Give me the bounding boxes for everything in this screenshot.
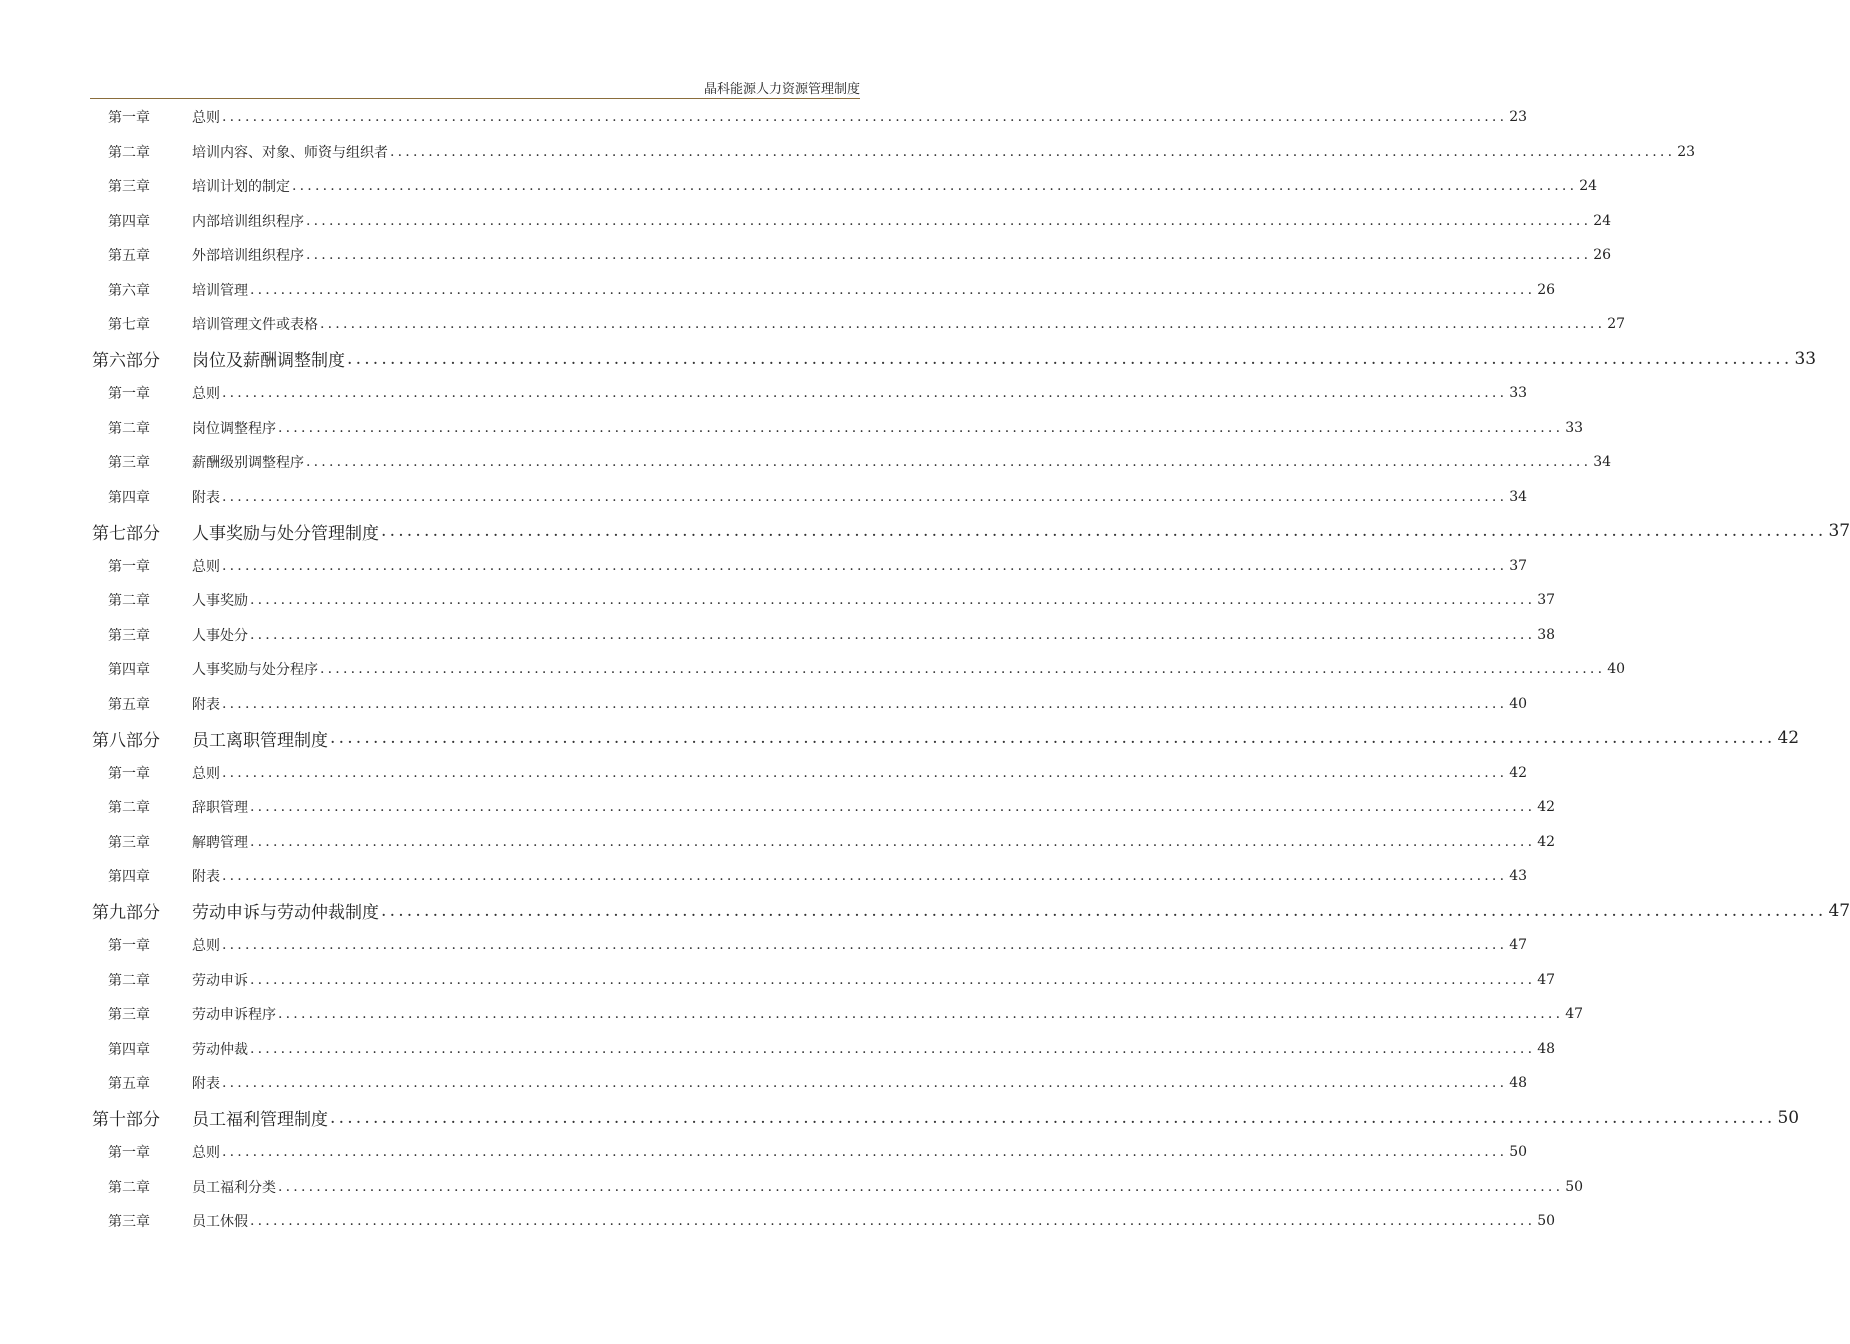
toc-entry-title: 员工福利分类 bbox=[192, 1179, 276, 1196]
toc-chapter-entry[interactable] bbox=[0, 1170, 1584, 1205]
toc-chapter-entry[interactable] bbox=[0, 204, 1612, 239]
toc-entry-title: 附表 bbox=[192, 489, 220, 506]
toc-entry-page-number: 42 bbox=[1509, 764, 1528, 781]
toc-entry-label: 第三章 bbox=[108, 455, 150, 472]
toc-entry-page-number: 24 bbox=[1579, 178, 1598, 195]
toc-entry-title: 劳动申诉程序 bbox=[192, 1007, 276, 1024]
toc-entry-label: 第二章 bbox=[108, 1179, 150, 1196]
toc-dot-leader: ........................................................................................................................................................................ bbox=[330, 728, 1776, 749]
toc-chapter-entry[interactable] bbox=[0, 169, 1598, 204]
toc-entry-label: 第二章 bbox=[108, 972, 150, 989]
toc-chapter-entry[interactable] bbox=[0, 963, 1556, 998]
toc-dot-leader: ........................................................................................................................................................................ bbox=[250, 1213, 1536, 1230]
toc-entry-label: 第七部分 bbox=[92, 523, 160, 544]
toc-entry-page-number: 47 bbox=[1509, 937, 1528, 954]
toc-dot-leader: ........................................................................................................................................................................ bbox=[320, 661, 1606, 678]
toc-entry-page-number: 40 bbox=[1607, 661, 1626, 678]
toc-entry-title: 解聘管理 bbox=[192, 834, 248, 851]
toc-entry-label: 第三章 bbox=[108, 834, 150, 851]
toc-entry-page-number: 37 bbox=[1537, 592, 1556, 609]
toc-entry-page-number: 40 bbox=[1509, 695, 1528, 712]
toc-entry-label: 第三章 bbox=[108, 1214, 150, 1231]
toc-chapter-entry[interactable] bbox=[0, 687, 1528, 722]
toc-part-entry[interactable] bbox=[0, 894, 1850, 929]
toc-dot-leader: ........................................................................................................................................................................ bbox=[222, 1075, 1508, 1092]
toc-chapter-entry[interactable] bbox=[0, 549, 1528, 584]
toc-dot-leader: ........................................................................................................................................................................ bbox=[250, 281, 1536, 298]
toc-dot-leader: ........................................................................................................................................................................ bbox=[306, 454, 1592, 471]
toc-dot-leader: ........................................................................................................................................................................ bbox=[222, 695, 1508, 712]
toc-dot-leader: ........................................................................................................................................................................ bbox=[278, 1006, 1564, 1023]
toc-entry-page-number: 47 bbox=[1828, 900, 1850, 921]
toc-entry-page-number: 34 bbox=[1509, 488, 1528, 505]
toc-dot-leader: ........................................................................................................................................................................ bbox=[278, 1178, 1564, 1195]
toc-entry-label: 第三章 bbox=[108, 1007, 150, 1024]
toc-entry-page-number: 48 bbox=[1509, 1075, 1528, 1092]
toc-entry-label: 第四章 bbox=[108, 1041, 150, 1058]
toc-chapter-entry[interactable] bbox=[0, 1204, 1556, 1239]
toc-entry-page-number: 24 bbox=[1593, 212, 1612, 229]
toc-entry-label: 第五章 bbox=[108, 696, 150, 713]
toc-chapter-entry[interactable] bbox=[0, 445, 1612, 480]
toc-chapter-entry[interactable] bbox=[0, 997, 1584, 1032]
toc-entry-title: 辞职管理 bbox=[192, 800, 248, 817]
toc-entry-title: 劳动申诉与劳动仲裁制度 bbox=[192, 903, 379, 924]
toc-entry-page-number: 23 bbox=[1509, 109, 1528, 126]
toc-chapter-entry[interactable] bbox=[0, 273, 1556, 308]
toc-part-entry[interactable] bbox=[0, 342, 1817, 377]
toc-entry-title: 总则 bbox=[192, 938, 220, 955]
toc-entry-page-number: 42 bbox=[1537, 833, 1556, 850]
toc-entry-page-number: 27 bbox=[1607, 316, 1626, 333]
toc-entry-label: 第四章 bbox=[108, 869, 150, 886]
toc-entry-label: 第一章 bbox=[108, 386, 150, 403]
toc-dot-leader: ........................................................................................................................................................................ bbox=[381, 521, 1827, 542]
toc-entry-page-number: 38 bbox=[1537, 626, 1556, 643]
toc-chapter-entry[interactable] bbox=[0, 1066, 1528, 1101]
toc-part-entry[interactable] bbox=[0, 514, 1850, 549]
toc-entry-label: 第四章 bbox=[108, 662, 150, 679]
header-title: 晶科能源人力资源管理制度 bbox=[703, 82, 860, 97]
toc-entry-page-number: 23 bbox=[1677, 143, 1696, 160]
toc-entry-label: 第五章 bbox=[108, 1076, 150, 1093]
toc-part-entry[interactable] bbox=[0, 1101, 1800, 1136]
toc-chapter-entry[interactable] bbox=[0, 135, 1696, 170]
toc-entry-label: 第一章 bbox=[108, 938, 150, 955]
toc-entry-title: 附表 bbox=[192, 696, 220, 713]
toc-chapter-entry[interactable] bbox=[0, 583, 1556, 618]
toc-entry-title: 附表 bbox=[192, 1076, 220, 1093]
toc-entry-title: 劳动申诉 bbox=[192, 972, 248, 989]
toc-entry-page-number: 50 bbox=[1777, 1107, 1800, 1128]
toc-chapter-entry[interactable] bbox=[0, 238, 1612, 273]
toc-part-entry[interactable] bbox=[0, 721, 1800, 756]
toc-entry-page-number: 37 bbox=[1509, 557, 1528, 574]
toc-dot-leader: ........................................................................................................................................................................ bbox=[222, 764, 1508, 781]
toc-entry-label: 第四章 bbox=[108, 489, 150, 506]
toc-entry-title: 培训管理文件或表格 bbox=[192, 317, 318, 334]
toc-dot-leader: ........................................................................................................................................................................ bbox=[320, 316, 1606, 333]
toc-dot-leader: ........................................................................................................................................................................ bbox=[250, 592, 1536, 609]
toc-dot-leader: ........................................................................................................................................................................ bbox=[222, 109, 1508, 126]
toc-entry-title: 人事奖励与处分管理制度 bbox=[192, 523, 379, 544]
page-header bbox=[90, 72, 860, 99]
toc-chapter-entry[interactable] bbox=[0, 618, 1556, 653]
toc-entry-title: 附表 bbox=[192, 869, 220, 886]
toc-entry-title: 员工福利管理制度 bbox=[192, 1110, 328, 1131]
toc-entry-label: 第一章 bbox=[108, 765, 150, 782]
toc-entry-page-number: 37 bbox=[1828, 521, 1850, 542]
toc-chapter-entry[interactable] bbox=[0, 480, 1528, 515]
toc-entry-label: 第九部分 bbox=[92, 903, 160, 924]
toc-entry-label: 第三章 bbox=[108, 179, 150, 196]
toc-entry-label: 第八部分 bbox=[92, 730, 160, 751]
toc-entry-title: 总则 bbox=[192, 558, 220, 575]
toc-entry-title: 总则 bbox=[192, 765, 220, 782]
toc-dot-leader: ........................................................................................................................................................................ bbox=[222, 488, 1508, 505]
toc-entry-title: 培训计划的制定 bbox=[192, 179, 290, 196]
toc-entry-label: 第二章 bbox=[108, 800, 150, 817]
toc-entry-title: 总则 bbox=[192, 1145, 220, 1162]
toc-chapter-entry[interactable] bbox=[0, 825, 1556, 860]
toc-entry-page-number: 33 bbox=[1794, 348, 1817, 369]
toc-dot-leader: ........................................................................................................................................................................ bbox=[222, 557, 1508, 574]
toc-dot-leader: ........................................................................................................................................................................ bbox=[250, 833, 1536, 850]
toc-chapter-entry[interactable] bbox=[0, 928, 1528, 963]
toc-entry-title: 薪酬级别调整程序 bbox=[192, 455, 304, 472]
toc-entry-label: 第一章 bbox=[108, 1145, 150, 1162]
toc-entry-label: 第五章 bbox=[108, 248, 150, 265]
toc-entry-title: 外部培训组织程序 bbox=[192, 248, 304, 265]
toc-entry-label: 第七章 bbox=[108, 317, 150, 334]
toc-entry-page-number: 43 bbox=[1509, 868, 1528, 885]
toc-entry-title: 劳动仲裁 bbox=[192, 1041, 248, 1058]
toc-entry-title: 人事奖励 bbox=[192, 593, 248, 610]
toc-entry-page-number: 50 bbox=[1537, 1213, 1556, 1230]
toc-dot-leader: ........................................................................................................................................................................ bbox=[250, 799, 1536, 816]
toc-dot-leader: ........................................................................................................................................................................ bbox=[250, 1040, 1536, 1057]
toc-dot-leader: ........................................................................................................................................................................ bbox=[222, 937, 1508, 954]
toc-entry-label: 第二章 bbox=[108, 420, 150, 437]
toc-entry-title: 人事奖励与处分程序 bbox=[192, 662, 318, 679]
toc-entry-page-number: 47 bbox=[1537, 971, 1556, 988]
toc-entry-label: 第三章 bbox=[108, 627, 150, 644]
toc-chapter-entry[interactable] bbox=[0, 411, 1584, 446]
toc-dot-leader: ........................................................................................................................................................................ bbox=[381, 900, 1827, 921]
toc-chapter-entry[interactable] bbox=[0, 376, 1528, 411]
toc-entry-label: 第二章 bbox=[108, 144, 150, 161]
toc-entry-title: 员工休假 bbox=[192, 1214, 248, 1231]
toc-entry-page-number: 26 bbox=[1537, 281, 1556, 298]
toc-chapter-entry[interactable] bbox=[0, 100, 1528, 135]
toc-entry-title: 培训内容、对象、师资与组织者 bbox=[192, 144, 388, 161]
toc-dot-leader: ........................................................................................................................................................................ bbox=[222, 1144, 1508, 1161]
toc-chapter-entry[interactable] bbox=[0, 790, 1556, 825]
toc-entry-page-number: 26 bbox=[1593, 247, 1612, 264]
toc-entry-title: 岗位调整程序 bbox=[192, 420, 276, 437]
toc-dot-leader: ........................................................................................................................................................................ bbox=[292, 178, 1578, 195]
toc-entry-label: 第六部分 bbox=[92, 351, 160, 372]
toc-entry-title: 岗位及薪酬调整制度 bbox=[192, 351, 345, 372]
toc-dot-leader: ........................................................................................................................................................................ bbox=[222, 868, 1508, 885]
toc-dot-leader: ........................................................................................................................................................................ bbox=[306, 247, 1592, 264]
toc-entry-label: 第四章 bbox=[108, 213, 150, 230]
toc-entry-page-number: 48 bbox=[1537, 1040, 1556, 1057]
toc-entry-page-number: 50 bbox=[1509, 1144, 1528, 1161]
toc-entry-page-number: 34 bbox=[1593, 454, 1612, 471]
toc-chapter-entry[interactable] bbox=[0, 1135, 1528, 1170]
toc-entry-page-number: 33 bbox=[1509, 385, 1528, 402]
toc-dot-leader: ........................................................................................................................................................................ bbox=[222, 385, 1508, 402]
toc-chapter-entry[interactable] bbox=[0, 1032, 1556, 1067]
toc-dot-leader: ........................................................................................................................................................................ bbox=[306, 212, 1592, 229]
toc-chapter-entry[interactable] bbox=[0, 307, 1626, 342]
toc-entry-title: 总则 bbox=[192, 110, 220, 127]
toc-entry-title: 人事处分 bbox=[192, 627, 248, 644]
toc-entry-title: 内部培训组织程序 bbox=[192, 213, 304, 230]
toc-dot-leader: ........................................................................................................................................................................ bbox=[347, 348, 1793, 369]
toc-entry-page-number: 50 bbox=[1565, 1178, 1584, 1195]
toc-dot-leader: ........................................................................................................................................................................ bbox=[330, 1107, 1776, 1128]
toc-entry-title: 培训管理 bbox=[192, 282, 248, 299]
toc-entry-label: 第一章 bbox=[108, 110, 150, 127]
toc-dot-leader: ........................................................................................................................................................................ bbox=[250, 626, 1536, 643]
toc-entry-page-number: 42 bbox=[1777, 728, 1800, 749]
toc-entry-label: 第十部分 bbox=[92, 1110, 160, 1131]
toc-chapter-entry[interactable] bbox=[0, 652, 1626, 687]
toc-chapter-entry[interactable] bbox=[0, 859, 1528, 894]
toc-entry-label: 第二章 bbox=[108, 593, 150, 610]
toc-entry-page-number: 42 bbox=[1537, 799, 1556, 816]
toc-entry-title: 总则 bbox=[192, 386, 220, 403]
toc-dot-leader: ........................................................................................................................................................................ bbox=[278, 419, 1564, 436]
toc-entry-label: 第一章 bbox=[108, 558, 150, 575]
toc-dot-leader: ........................................................................................................................................................................ bbox=[390, 143, 1676, 160]
toc-entry-title: 员工离职管理制度 bbox=[192, 730, 328, 751]
toc-chapter-entry[interactable] bbox=[0, 756, 1528, 791]
table-of-contents bbox=[0, 100, 1850, 1239]
toc-entry-page-number: 33 bbox=[1565, 419, 1584, 436]
toc-entry-label: 第六章 bbox=[108, 282, 150, 299]
toc-entry-page-number: 47 bbox=[1565, 1006, 1584, 1023]
toc-dot-leader: ........................................................................................................................................................................ bbox=[250, 971, 1536, 988]
